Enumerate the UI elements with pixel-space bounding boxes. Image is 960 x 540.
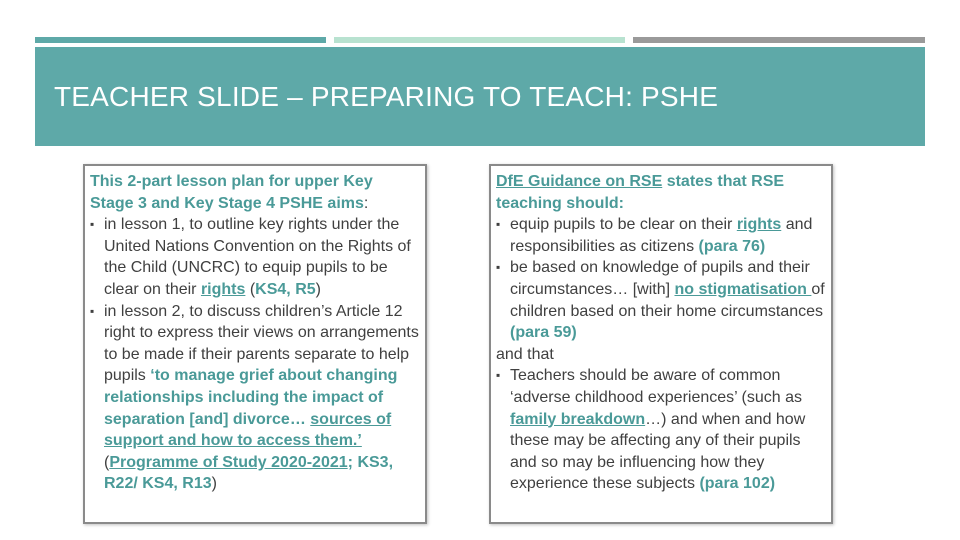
left-intro-colon: : [363, 194, 369, 212]
left-bullet-2-ref-sep: ; [347, 453, 358, 471]
right-bullet-1-text2: and responsibilities as citizens [510, 216, 813, 255]
right-heading-rest: states that RSE teaching should: [496, 173, 785, 212]
accent-bar-grey [633, 37, 925, 43]
right-bullet-3-text: Teachers should be aware of common ‘adverse childhood experiences’ (such as [510, 367, 803, 406]
and-that: and that [496, 345, 554, 363]
right-bullet-2-text2: of children based on their home circumstances [510, 280, 825, 320]
left-panel-content [90, 171, 419, 495]
right-heading [496, 171, 825, 214]
right-bullet-1-text: equip pupils to be clear on their [510, 216, 737, 234]
slide-title: TEACHER SLIDE – PREPARING TO TEACH: PSHE [54, 81, 719, 112]
right-bullet-3 [496, 365, 825, 495]
left-panel [83, 164, 427, 524]
left-bullet-2-ref-open: ( [104, 453, 110, 471]
right-panel [489, 164, 833, 524]
rights-link[interactable]: rights [200, 280, 246, 298]
left-bullet-1-text: in lesson 1, to outline key rights under the United Nations Convention on the Rights of the Child (UNCRC) to equip pupils to be clear on their [104, 216, 411, 298]
right-bullet-3-text2: …) and when and how these may be affecting any of their pupils and so may be influencing how they experience these subjects [510, 410, 806, 493]
left-bullet-2-quote: ‘to manage grief about changing relationships including the impact of separation [and] divorce… [104, 367, 398, 428]
accent-bar-mint [334, 37, 625, 43]
left-bullet-1 [90, 214, 419, 300]
title-banner [35, 47, 925, 146]
left-bullet-1-ref-open: ( [245, 280, 256, 298]
left-intro-text: This 2-part lesson plan for upper Key Stage 3 and Key Stage 4 PSHE aims [90, 173, 373, 212]
left-bullet-2 [90, 301, 419, 495]
dfe-guidance-link[interactable]: DfE Guidance on RSE [496, 173, 663, 190]
sources-of-support-link[interactable]: sources of support and how to access them.’ [104, 410, 392, 450]
left-bullet-2-ref-close: ) [211, 475, 217, 493]
no-stigmatisation-link[interactable]: no stigmatisation [674, 280, 812, 298]
family-breakdown-link[interactable]: family breakdown [510, 410, 646, 428]
right-bullet-1 [496, 214, 825, 257]
left-intro [90, 171, 419, 214]
programme-of-study-link[interactable]: Programme of Study 2020-2021 [109, 453, 348, 471]
right-bullet-2 [496, 257, 825, 343]
right-panel-content [496, 171, 825, 495]
accent-bar-teal [35, 37, 326, 43]
left-bullet-2-ref: KS3, R22/ KS4, R13 [104, 453, 394, 493]
right-bullet-3-ref: (para 102) [699, 475, 776, 493]
right-bullet-2-text: be based on knowledge of pupils and their circumstances… [with] [510, 259, 810, 298]
left-bullet-2-text: in lesson 2, to discuss children’s Article 12 right to express their views on arrangements to be made if their parents separate to help pupils [104, 302, 419, 385]
right-bullet-2-ref: (para 59) [510, 324, 577, 342]
right-bullet-1-ref: (para 76) [698, 237, 766, 255]
rights-link-2[interactable]: rights [736, 216, 782, 234]
left-bullet-1-ref-close: ) [315, 280, 321, 298]
left-bullet-1-ref: KS4, R5 [255, 280, 316, 298]
